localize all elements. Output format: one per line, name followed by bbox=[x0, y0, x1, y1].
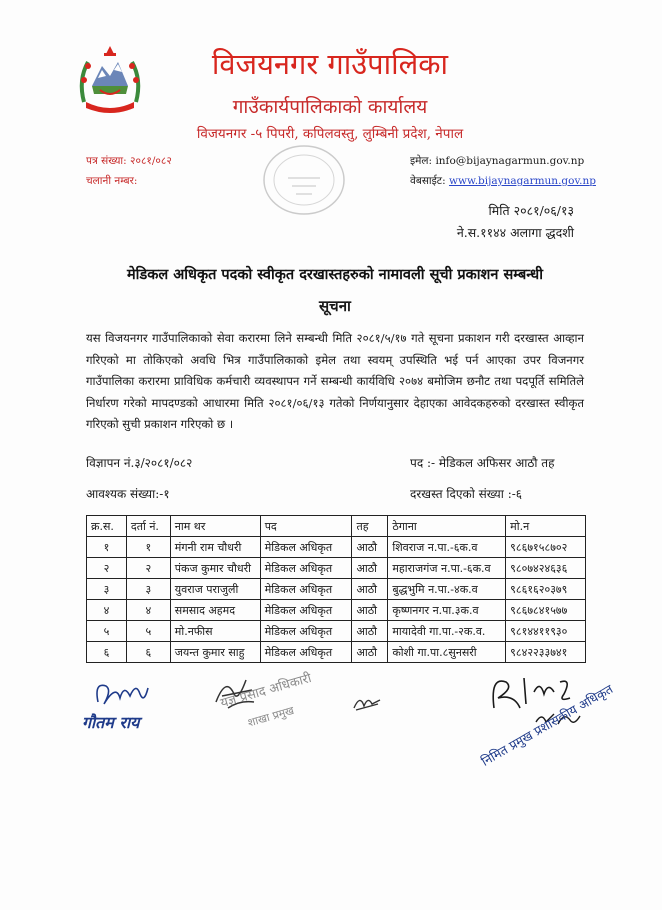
table-row bbox=[87, 558, 586, 579]
cell-name: जयन्त कुमार साहु bbox=[170, 642, 260, 663]
website-line bbox=[410, 174, 596, 188]
cell-name: मो.नफीस bbox=[170, 621, 260, 642]
cell-level: आठौ bbox=[352, 537, 388, 558]
email-line bbox=[410, 154, 584, 168]
chief-officer-title: निमित प्रमुख प्रशासकीय अधिकृत bbox=[478, 681, 616, 769]
cell-address: शिवराज न.पा.-६क.व bbox=[388, 537, 506, 558]
signatory-name-1: गौतम राय bbox=[82, 713, 140, 732]
cell-name: मंगनी राम चौधरी bbox=[170, 537, 260, 558]
cell-post: मेडिकल अधिकृत bbox=[260, 642, 352, 663]
table-row bbox=[87, 600, 586, 621]
office-name: गाउँकार्यपालिकाको कार्यालय bbox=[232, 96, 428, 118]
cell-post: मेडिकल अधिकृत bbox=[260, 621, 352, 642]
table-row bbox=[87, 579, 586, 600]
website-link[interactable]: www.bijaynagarmun.gov.np bbox=[448, 175, 596, 187]
advertisement-number: विज्ञापन नं.३/२०८१/०८२ bbox=[86, 456, 193, 470]
col-reg-no: दर्ता नं. bbox=[126, 516, 170, 537]
cell-mobile: ९८१४४११९३० bbox=[506, 621, 586, 642]
date: मिति २०८१/०६/१३ bbox=[488, 203, 574, 218]
nepal-emblem-icon bbox=[70, 40, 150, 120]
col-serial: क्र.स. bbox=[87, 516, 127, 537]
signature-1-icon bbox=[92, 676, 152, 712]
cell-post: मेडिकल अधिकृत bbox=[260, 579, 352, 600]
cell-serial: ३ bbox=[87, 579, 127, 600]
cell-level: आठौ bbox=[352, 642, 388, 663]
col-mobile: मो.न bbox=[506, 516, 586, 537]
stamp-officer-name: यज्ञ प्रसाद अधिकारी bbox=[218, 670, 314, 712]
email-label: इमेल: bbox=[410, 155, 433, 167]
cell-name: पंकज कुमार चौधरी bbox=[170, 558, 260, 579]
cell-serial: २ bbox=[87, 558, 127, 579]
cell-reg-no: ५ bbox=[126, 621, 170, 642]
signature-3-icon bbox=[350, 690, 384, 714]
organization-name: विजयनगर गाउँपालिका bbox=[211, 47, 449, 81]
cell-address: मायादेवी गा.पा.-२क.व. bbox=[388, 621, 506, 642]
col-address: ठेगाना bbox=[388, 516, 506, 537]
stamp-officer-title: शाखा प्रमुख bbox=[246, 703, 296, 730]
required-count: आवश्यक संख्या:-१ bbox=[86, 487, 170, 501]
email-address: info@bijaynagarmun.gov.np bbox=[435, 155, 585, 167]
cell-reg-no: २ bbox=[126, 558, 170, 579]
cell-reg-no: ३ bbox=[126, 579, 170, 600]
col-name: नाम थर bbox=[170, 516, 260, 537]
table-row bbox=[87, 537, 586, 558]
cell-mobile: ९८४२२३३७४१ bbox=[506, 642, 586, 663]
cell-serial: ४ bbox=[87, 600, 127, 621]
cell-address: कृष्णनगर न.पा.३क.व bbox=[388, 600, 506, 621]
notice-body: यस विजयनगर गाउँपालिकाको सेवा करारमा लिने सम्बन्धी मिति २०८१/५/१७ गते सूचना प्रकाशन गरी दरखास्त आव्हान गरिएको मा तोकिएको अवधि भित्र गाउँपालिकाको इमेल तथा स्वयम् उपस्थिति भई पर्न आएका उपर विजनगर गाउँपालिका करारमा प्राविधिक कर्मचारी व्यवस्थापन गर्ने सम्बन्धी कार्यविधि २०७४ बमोजिम छनौट तथा पदपूर्ति समितिले निर्धारण गरेको मापदण्डको आधारमा मिति २०८१/०६/१३ गतेको निर्णयानुसार देहाएका आवेदकहरुको दरखास्त स्वीकृत गरिएको सुची प्रकाशन गरिएको छ । bbox=[86, 331, 584, 431]
office-stamp-icon bbox=[258, 140, 350, 220]
cell-post: मेडिकल अधिकृत bbox=[260, 537, 352, 558]
notice-title: सूचना bbox=[319, 297, 351, 315]
applications-count: दरखस्त दिएको संख्या :-६ bbox=[410, 487, 523, 501]
nepal-sambat-date: ने.स.११४४ अलागा द्धदशी bbox=[456, 225, 574, 240]
cell-post: मेडिकल अधिकृत bbox=[260, 600, 352, 621]
cell-mobile: ९८६७१५८७०२ bbox=[506, 537, 586, 558]
cell-level: आठौ bbox=[352, 621, 388, 642]
cell-reg-no: ४ bbox=[126, 600, 170, 621]
cell-level: आठौ bbox=[352, 558, 388, 579]
cell-reg-no: १ bbox=[126, 537, 170, 558]
post-name: पद :- मेडिकल अफिसर आठौ तह bbox=[410, 456, 555, 470]
cell-address: कोशी गा.पा.८सुनसरी bbox=[388, 642, 506, 663]
cell-reg-no: ६ bbox=[126, 642, 170, 663]
col-post: पद bbox=[260, 516, 352, 537]
table-header-row bbox=[87, 516, 586, 537]
office-address: विजयनगर -५ पिपरी, कपिलवस्तु, लुम्बिनी प्रदेश, नेपाल bbox=[196, 126, 464, 142]
letter-number: पत्र संख्या: २०८१/०८२ bbox=[86, 155, 172, 167]
cell-serial: ५ bbox=[87, 621, 127, 642]
dispatch-number: चलानी नम्बर: bbox=[86, 175, 138, 187]
cell-name: युवराज पराजुली bbox=[170, 579, 260, 600]
table-row bbox=[87, 621, 586, 642]
cell-address: बुद्धभुमि न.पा.-४क.व bbox=[388, 579, 506, 600]
table-row bbox=[87, 642, 586, 663]
cell-serial: ६ bbox=[87, 642, 127, 663]
cell-name: समसाद अहमद bbox=[170, 600, 260, 621]
cell-level: आठौ bbox=[352, 579, 388, 600]
cell-mobile: ९८०७४२४६३६ bbox=[506, 558, 586, 579]
subject-heading: मेडिकल अधिकृत पदको स्वीकृत दरखास्तहरुको नामावली सूची प्रकाशन सम्बन्धी bbox=[127, 266, 543, 283]
cell-level: आठौ bbox=[352, 600, 388, 621]
cell-address: महाराजगंज न.पा.-६क.व bbox=[388, 558, 506, 579]
website-label: वेबसाईट: bbox=[410, 175, 446, 187]
cell-mobile: ९८६७८४१५७७ bbox=[506, 600, 586, 621]
col-level: तह bbox=[352, 516, 388, 537]
cell-serial: १ bbox=[87, 537, 127, 558]
applicant-table bbox=[86, 515, 586, 663]
cell-mobile: ९८६१६२०३७९ bbox=[506, 579, 586, 600]
cell-post: मेडिकल अधिकृत bbox=[260, 558, 352, 579]
